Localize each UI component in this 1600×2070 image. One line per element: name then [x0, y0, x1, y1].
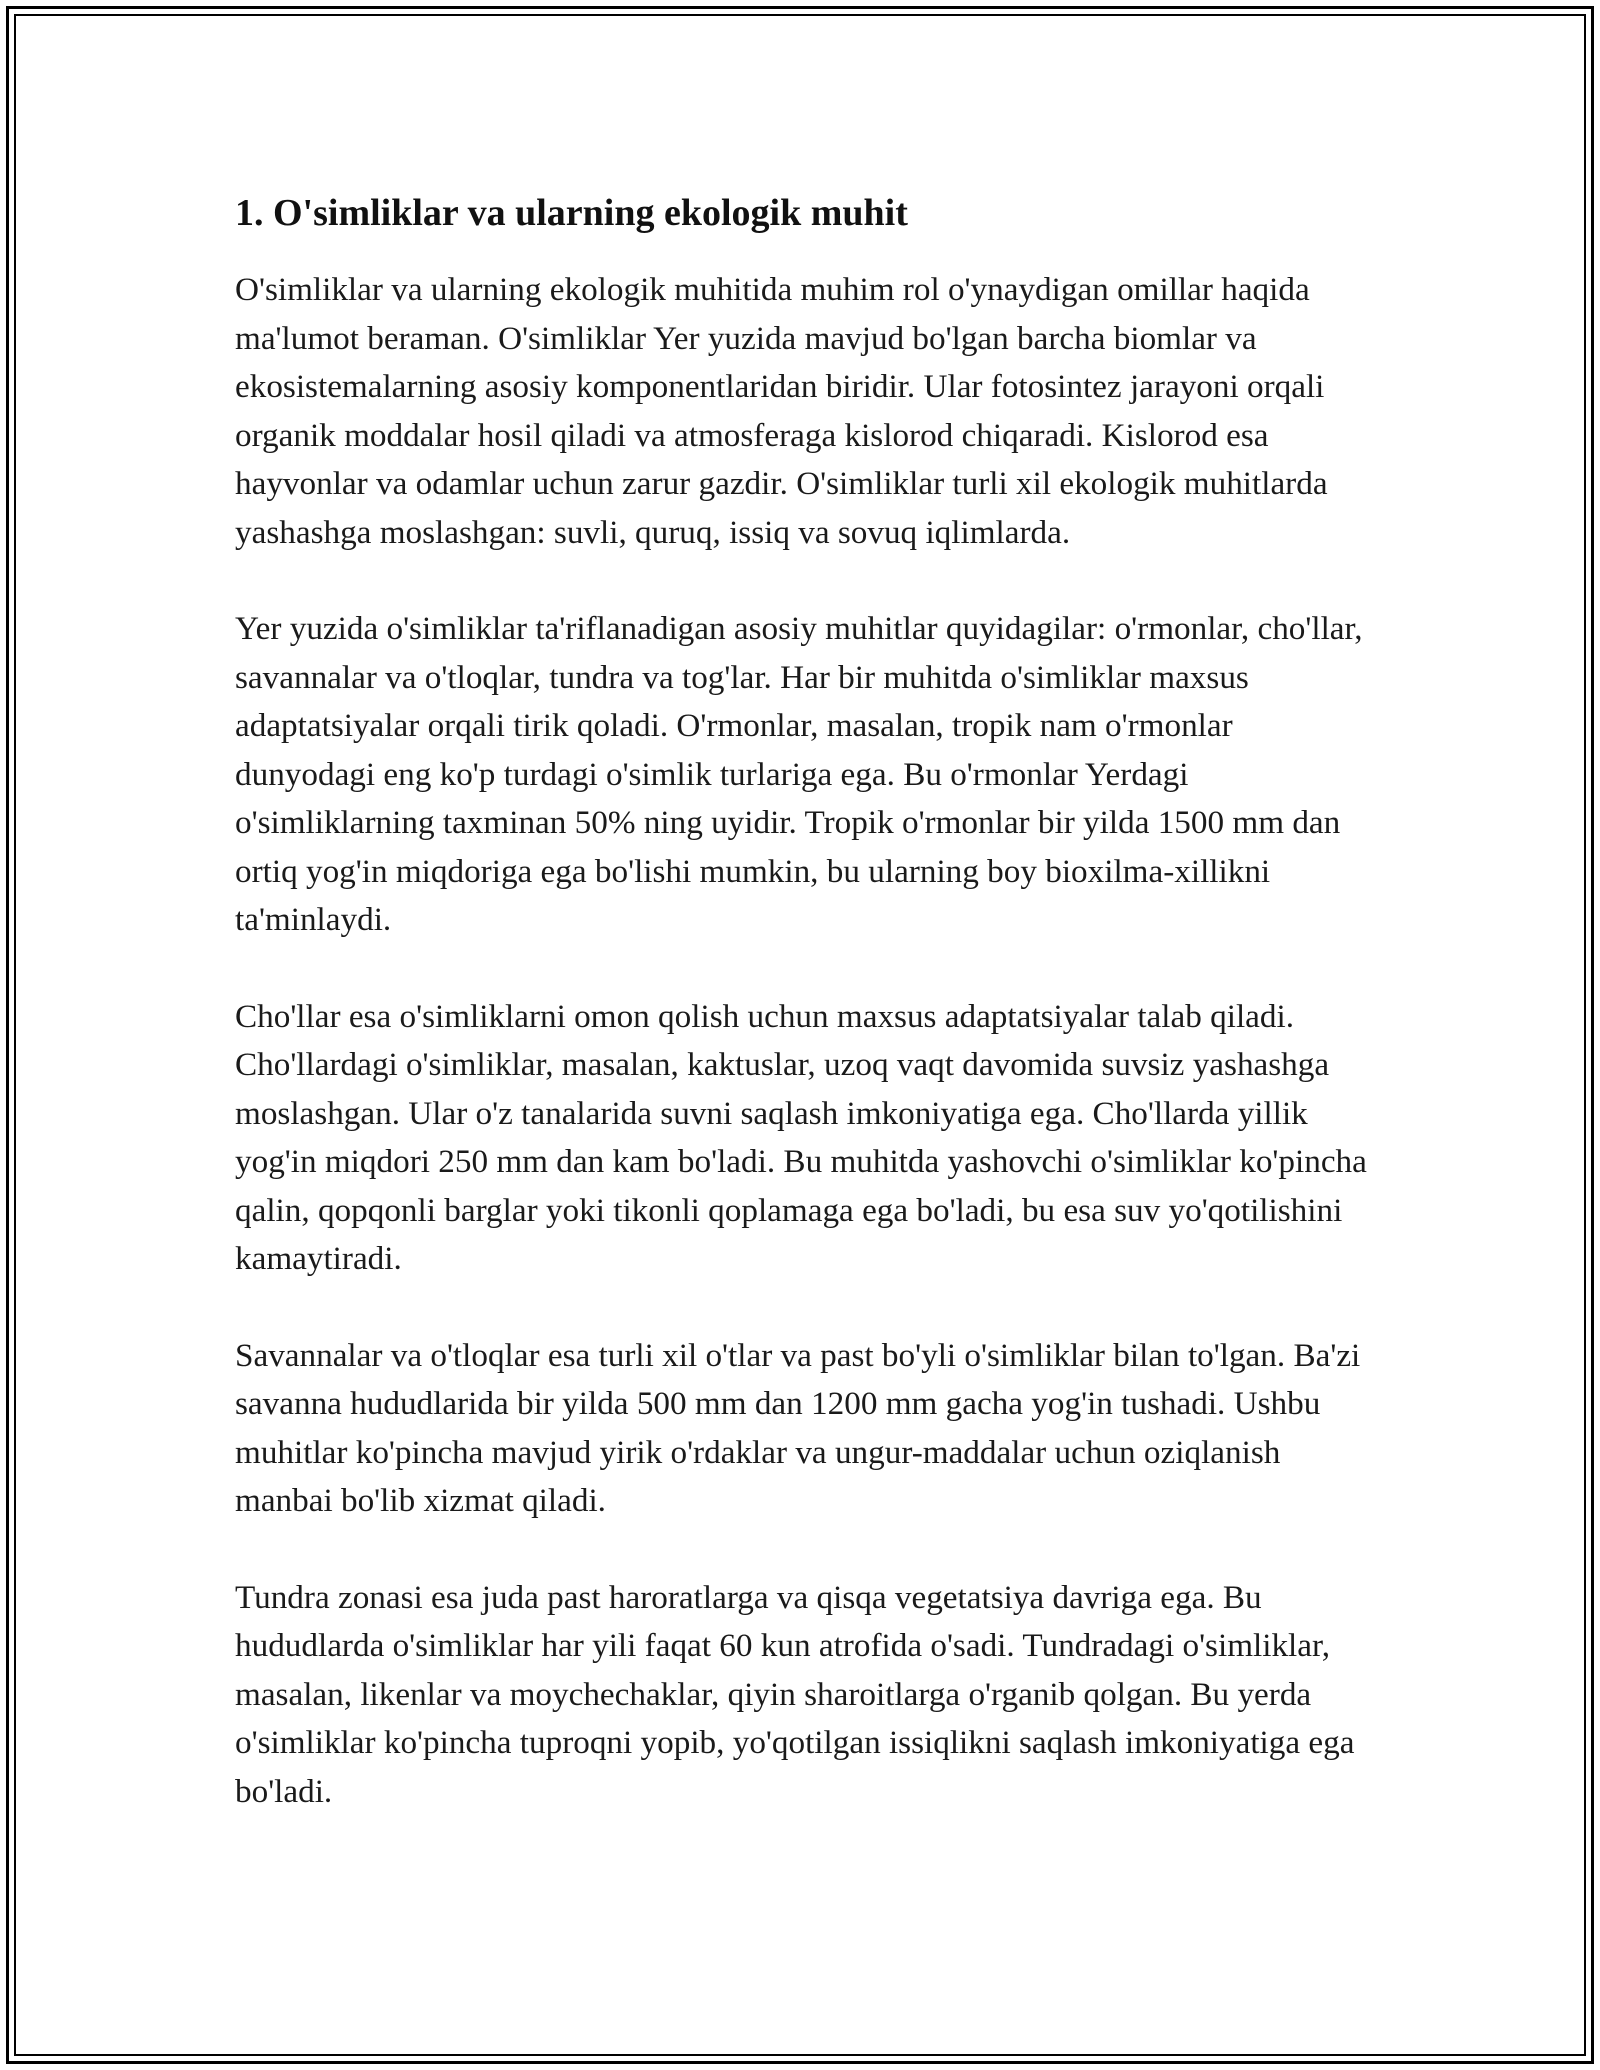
paragraph: Savannalar va o'tloqlar esa turli xil o'tlar va past bo'yli o'simliklar bilan to'lgan. Ba'zi savanna hududlarida bir yilda 500 mm dan 1200 mm gacha yog'in tushadi. Ushbu muhitlar ko'pincha mavjud yirik o'rdaklar va ungur-maddalar uchun oziqlanish manbai bo'lib xizmat qiladi.	[235, 1336, 1361, 1519]
section-heading: 1. O'simliklar va ularning ekologik muhit	[235, 192, 908, 234]
paragraph: Tundra zonasi esa juda past haroratlarga va qisqa vegetatsiya davriga ega. Bu hududlarda o'simliklar har yili faqat 60 kun atrofida o'sadi. Tundradagi o'simliklar, masalan, likenlar va moychechaklar, qiyin sharoitlarga o'rganib qolgan. Bu yerda o'simliklar ko'pincha tuproqni yopib, yo'qotilgan issiqlikni saqlash imkoniyatiga ega bo'ladi.	[235, 1578, 1355, 1810]
document-body	[235, 186, 1375, 1864]
paragraph: Cho'llar esa o'simliklarni omon qolish uchun maxsus adaptatsiyalar talab qiladi. Cho'llardagi o'simliklar, masalan, kaktuslar, uzoq vaqt davomida suvsiz yashashga moslashgan. Ular o'z tanalarida suvni saqlash imkoniyatiga ega. Cho'llarda yillik yog'in miqdori 250 mm dan kam bo'ladi. Bu muhitda yashovchi o'simliklar ko'pincha qalin, qopqonli barglar yoki tikonli qoplamaga ega bo'ladi, bu esa suv yo'qotilishini kamaytiradi.	[235, 997, 1367, 1277]
paragraph: O'simliklar va ularning ekologik muhitida muhim rol o'ynaydigan omillar haqida ma'lumot beraman. O'simliklar Yer yuzida mavjud bo'lgan barcha biomlar va ekosistemalarning asosiy komponentlaridan biridir. Ular fotosintez jarayoni orqali organik moddalar hosil qiladi va atmosferaga kislorod chiqaradi. Kislorod esa hayvonlar va odamlar uchun zarur gazdir. O'simliklar turli xil ekologik muhitlarda yashashga moslashgan: suvli, quruq, issiq va sovuq iqlimlarda.	[235, 271, 1328, 551]
paragraph: Yer yuzida o'simliklar ta'riflanadigan asosiy muhitlar quyidagilar: o'rmonlar, cho'llar, savannalar va o'tloqlar, tundra va tog'lar. Har bir muhitda o'simliklar maxsus adaptatsiyalar orqali tirik qoladi. O'rmonlar, masalan, tropik nam o'rmonlar dunyodagi eng ko'p turdagi o'simlik turlariga ega. Bu o'rmonlar Yerdagi o'simliklarning taxminan 50% ning uyidir. Tropik o'rmonlar bir yilda 1500 mm dan ortiq yog'in miqdoriga ega bo'lishi mumkin, bu ularning boy bioxilma-xillikni ta'minlaydi.	[235, 610, 1363, 938]
